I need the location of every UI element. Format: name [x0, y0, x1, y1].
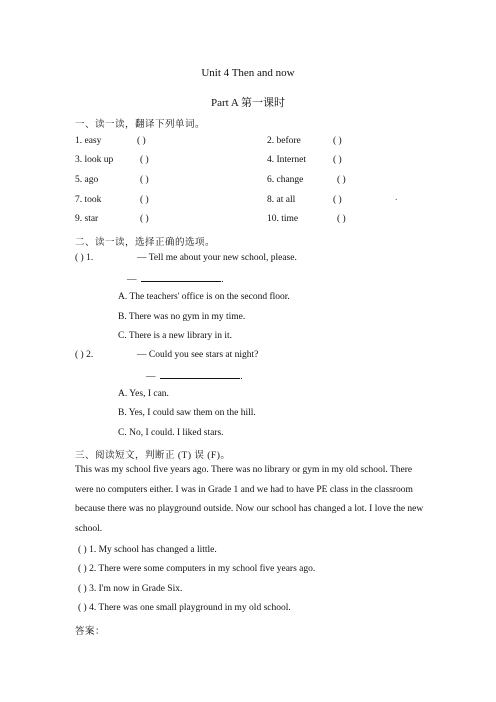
response-dash: — .	[146, 369, 243, 382]
vocab-word: 1. easy	[75, 136, 102, 146]
answer-paren[interactable]: ( )	[140, 155, 149, 165]
section3-heading: 三、阅读短文，判断正 (T) 误 (F)。	[75, 451, 231, 461]
answer-label: 答案：	[75, 627, 106, 637]
stray-mark: .	[395, 193, 398, 203]
unit-title: Unit 4 Then and now	[201, 67, 295, 79]
answer-paren[interactable]: ( )	[137, 136, 146, 146]
tf-item[interactable]: ( ) 1. My school has changed a little.	[78, 545, 217, 555]
question-prompt: — Could you see stars at night?	[137, 350, 259, 360]
tf-item[interactable]: ( ) 3. I'm now in Grade Six.	[78, 584, 183, 594]
vocab-word: 7. took	[75, 195, 102, 205]
option-c[interactable]: C. There is a new library in it.	[118, 331, 233, 341]
answer-blank[interactable]	[160, 369, 240, 379]
vocab-word: 8. at all	[267, 195, 296, 205]
question-number[interactable]: ( ) 1.	[75, 253, 94, 263]
lesson-subtitle: Part A 第一课时	[211, 97, 285, 109]
answer-paren[interactable]: ( )	[140, 195, 149, 205]
vocab-word: 4. Internet	[267, 155, 307, 165]
answer-paren[interactable]: ( )	[140, 214, 149, 224]
vocab-word: 9. star	[75, 214, 99, 224]
answer-paren[interactable]: ( )	[333, 195, 342, 205]
answer-paren[interactable]: ( )	[337, 214, 346, 224]
option-a[interactable]: A. Yes, I can.	[118, 389, 169, 399]
tf-item[interactable]: ( ) 2. There were some computers in my school five years ago.	[78, 564, 316, 574]
option-a[interactable]: A. The teachers' office is on the second floor.	[118, 292, 290, 302]
option-c[interactable]: C. No, I could. I liked stars.	[118, 428, 224, 438]
section1-heading: 一、读一读，翻译下列单词。	[75, 120, 206, 130]
answer-paren[interactable]: ( )	[140, 175, 149, 185]
vocab-word: 2. before	[267, 136, 301, 146]
answer-paren[interactable]: ( )	[337, 175, 346, 185]
option-b[interactable]: B. Yes, I could saw them on the hill.	[118, 408, 256, 418]
answer-blank[interactable]	[141, 272, 221, 282]
reading-passage: This was my school five years ago. There was no library or gym in my old school. There were no computers either. I was in Grade 1 and we had to have PE class in the classroom because there was no playground outside. Now our school has changed a lot. I love the new school.	[75, 465, 424, 534]
response-dash: — .	[127, 272, 224, 285]
section2-heading: 二、读一读，选择正确的选项。	[75, 238, 216, 248]
vocab-word: 10. time	[267, 214, 299, 224]
vocab-word: 3. look up	[75, 155, 114, 165]
option-b[interactable]: B. There was no gym in my time.	[118, 312, 246, 322]
vocab-word: 5. ago	[75, 175, 99, 185]
vocab-word: 6. change	[267, 175, 304, 185]
tf-item[interactable]: ( ) 4. There was one small playground in my old school.	[78, 603, 291, 613]
answer-paren[interactable]: ( )	[333, 136, 342, 146]
question-prompt: — Tell me about your new school, please.	[137, 253, 297, 263]
question-number[interactable]: ( ) 2.	[75, 350, 94, 360]
answer-paren[interactable]: ( )	[333, 155, 342, 165]
